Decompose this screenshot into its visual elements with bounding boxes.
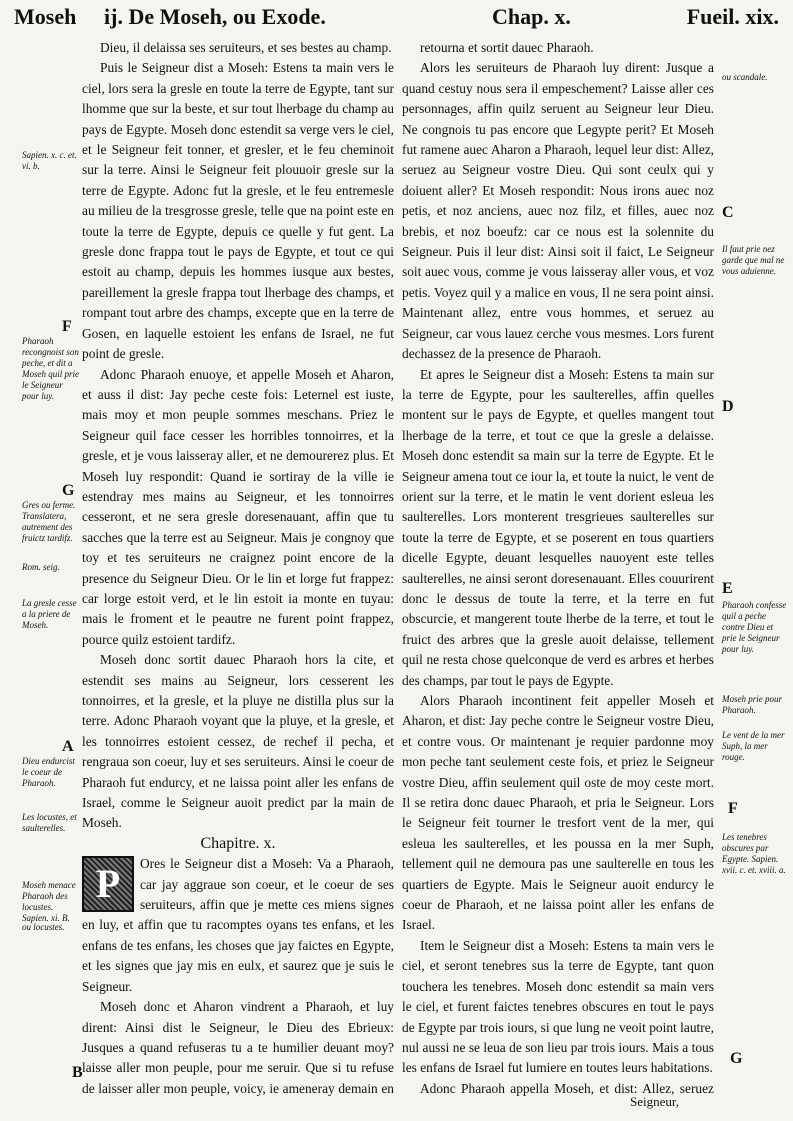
- margin-note: Moseh menace Pharaoh des locustes. Sapien. xi. B.: [22, 880, 76, 923]
- margin-note: Rom. seig.: [22, 562, 60, 572]
- margin-letter: G: [730, 1050, 743, 1067]
- margin-note: Gres ou ferme. Translatera, autrement des fruictz tardifz.: [22, 500, 76, 543]
- paragraph: Adonc Pharaoh enuoye, et appelle Moseh et Aharon, et auss il dist: Jay peche ceste fois: Leternel est iuste, mais moy et mon peuple sommes meschans. Priez le Seigneur quil face cesser les horribles tonnoirres, et la gresle, et je vous laisseray aller, et ne demourerez plus. Et Moseh luy respondit: Quand ie sortiray de la ville ie estendray mes mains au Seigneur, et les tonnoirres cesseront, et ne sera gresle doresenauant, affin que tu sacches que la terre est au Seigneur. Mais je congnoy que toy et tes seruiteurs ne craignez point encore de la presence du Seigneur Dieu. Or le lin et lorge fut frappez: car lorge estoit verd, et le lin estoit ia monte en tuyau: mais le froment et le peautre ne furent point frappez, pource quilz estoient tardifz.: [82, 366, 394, 647]
- paragraph: Moseh donc et Aharon vindrent a Pharaoh, et luy dirent: Ainsi dist le Seigneur, le Dieu des Ebrieux: Jusques a quand refuseras tu a te humilier deuant moy? laisse aller mon peuple, pour me seruir. Que si tu refuse de laisser aller mon peuple, voicy, ie ameneray demain en: [82, 999, 394, 1096]
- margin-note: Moseh prie pour Pharaoh.: [722, 694, 782, 715]
- paragraph: Alors les seruiteurs de Pharaoh luy dirent: Jusque a quand cestuy nous sera il empeschement? Laisse aller ces personnages, affin quilz seruent au Seigneur leur Dieu. Ne congnois tu pas encore que Legypte perit? Et Moseh fut ramene auec Aharon a Pharaoh, lequel leur dist: Allez, seruez au Seigneur vostre Dieu. Qui sont ceulx qui y doiuent aller? Et Moseh respondit: Nous irons auec noz petis, et noz anciens, auec noz filz, et filles, auec noz brebis, et noz boeufz: car ce nous est la solennite du Seigneur. Puis il leur dist: Ainsi soit il faict, Le Seigneur soit auec vous, comme je vous laisseray aller vous, et voz petis. Voyez quil y a malice en vous, Il ne sera point ainsi. Maintenant allez, entre vous hommes, et seruez au Seigneur, car vous lauez cerche vous mesmes. Lors furent dechassez de la presence de Pharaoh.: [402, 60, 714, 362]
- margin-note: Les locustes, et saulterelles.: [22, 812, 77, 833]
- catchword: Seigneur,: [630, 1094, 679, 1109]
- margin-note: ou locustes.: [22, 922, 65, 932]
- margin-letter: F: [728, 800, 738, 817]
- running-header: [14, 4, 779, 34]
- margin-note: Les tenebres obscures par Egypte. Sapien. xvii. c. et. xviii. a.: [722, 832, 786, 875]
- margin-letter: D: [722, 398, 734, 415]
- margin-letter: B: [72, 1064, 83, 1081]
- paragraph: Ores le Seigneur dist a Moseh: Va a Pharaoh, car jay aggraue son coeur, et le coeur de ses seruiteurs, affin que je mette ces miens signes en luy, et affin que tu racomptes oyans tes enfans, et les enfans de tes enfans, les choses que jay faictes en Egypte, et les signes que jay mis en eulx, et saurez que je suis le Seigneur.: [82, 856, 394, 994]
- right-text-column: [402, 38, 714, 1101]
- paragraph: Puis le Seigneur dist a Moseh: Estens ta main vers le ciel, lors sera la gresle en toute la terre de Egypte, tant sur lhomme que sur la beste, et sur tout lherbage du champ au pays de Egypte. Moseh donc estendit sa verge vers le ciel, et le Seigneur feit tonner, et gresler, et le feu cheminoit sur la terre. Ainsi le Seigneur feit plouuoir gresle sur la terre de Egypte. Adonc fut la gresle, et le feu entremesle au milieu de la tresgrosse gresle, telle que na point este en toute la terre de Egypte, depuis ce quelle y fut gent. La gresle donc frappa tout le pays de Egypte, et tout ce qui estoit au champ, depuis les hommes iusque aux bestes, pareillement la gresle frappa tout lherbage des champs, et rompant tout arbre des champs, excepte que en la terre de Gosen, en laquelle estoient les enfans de Israel, ne fut point de gresle.: [82, 60, 394, 362]
- margin-note: Sapien. x. c. et. vi. b.: [22, 150, 77, 171]
- paragraph: Adonc Pharaoh appella Moseh, et dist: Allez, seruez: [420, 1080, 714, 1096]
- margin-note: Dieu endurcist le coeur de Pharaoh.: [22, 756, 75, 788]
- margin-note: La gresle cesse a la priere de Moseh.: [22, 598, 77, 630]
- left-text-column: [82, 38, 394, 1101]
- margin-letter: E: [722, 580, 733, 597]
- paragraph: Alors Pharaoh incontinent feit appeller Moseh et Aharon, et dist: Jay peche contre le Seigneur vostre Dieu, et contre vous. Or maintenant je requier pardonne moy mon peche tant seulement ceste fois, et priez le Seigneur vostre Dieu, affin seulement quil oste de moy ceste mort. Il se retira donc dauec Pharaoh, et pria le Seigneur. Lors le Seigneur feit tourner le tresfort vent de la mer, qui esleua les saulterelles, et les poussa en la mer Suph, tellement quil ne demoura pas une saulterelle en tous les quartiers de Egypte. Mais le Seigneur auoit endurcy le coeur de Pharaoh, et ne laissa point aller les enfans de Israel.: [402, 693, 714, 933]
- margin-letter: C: [722, 204, 734, 221]
- margin-letter: F: [62, 318, 72, 335]
- margin-note: Il faut prie nez garde que mal ne vous aduienne.: [722, 244, 785, 276]
- margin-letter: G: [62, 482, 75, 499]
- margin-note: Le vent de la mer Suph, la mer rouge.: [722, 730, 785, 762]
- header-book-title: ij. De Moseh, ou Exode.: [104, 4, 326, 29]
- paragraph: Moseh donc sortit dauec Pharaoh hors la cite, et estendit ses mains au Seigneur, lors cesserent les tonnoirres, et la gresle, et la pluye ne distilla plus sur la terre. Adonc Pharaoh voyant que la pluye, et la gresle, et les tonnoirres estoient cessez, de rechef il pecha, et rengraua son coeur, luy et ses seruiteurs. Ainsi le coeur de Pharaoh fut endurcy, et ne laissa point aller les enfans de Israel, comme le Seigneur auoit predict par la main de Moseh.: [82, 652, 394, 831]
- header-left: Moseh: [14, 4, 77, 29]
- margin-letter: A: [62, 738, 74, 755]
- paragraph: Dieu, il delaissa ses seruiteurs, et ses bestes au champ.: [100, 40, 392, 55]
- paragraph: Et apres le Seigneur dist a Moseh: Estens ta main sur la terre de Egypte, pour les saulterelles, affin quelles montent sur le pays de Egypte, et quelles mangent tout lherbage de la terre, et tout ce que la gresle a delaisse. Moseh donc estendit sa main sur la terre de Egypte. Et le Seigneur amena tout ce iour la, et toute la nuict, le vent de orient sur la terre, et le matin le vent dorient esleua les saulterelles. Lors monterent tresgrieues saulterelles sur toute la terre de Egypte, et se poserent en tous quartiers dicelle Egypte, deuant lesquelles nauoyent este telles saulterelles, ne ainsi seront doresenauant. Elles couurirent donc le dessus de toute la terre, et la terre en fut obscurcie, et mangerent toute lherbe de la terre, et tout le fruict des arbres que la gresle auoit delaisse, tellement quil ne resta chose quelconque de verd es arbres et herbes des champs, par tout le pays de Egypte.: [402, 366, 714, 688]
- paragraph: retourna et sortit dauec Pharaoh.: [420, 40, 594, 55]
- margin-note: ou scandale.: [722, 72, 768, 82]
- chapter-title: Chapitre. x.: [200, 834, 276, 852]
- margin-note: Pharaoh confesse quil a peche contre Dieu et prie le Seigneur pour luy.: [722, 600, 787, 654]
- header-chapter: Chap. x.: [492, 4, 571, 29]
- paragraph: Item le Seigneur dist a Moseh: Estens ta main vers le ciel, et seront tenebres sus la terre de Egypte, tant quon touchera les tenebres. Moseh donc estendit sa main vers le ciel, et furent faictes tenebres obscures en tout le pays de Egypte par trois iours, si que lung ne veoit point lautre, nul aussi ne se leua de son lieu par trois iours. Mais a tous les enfans de Israel fut lumiere en toutes leurs habitations.: [402, 937, 714, 1076]
- dropcap-initial: P: [82, 856, 134, 912]
- margin-note: Pharaoh recongnoist son peche, et dit a Moseh quil prie le Seigneur pour luy.: [22, 336, 79, 401]
- header-folio: Fueil. xix.: [686, 4, 779, 29]
